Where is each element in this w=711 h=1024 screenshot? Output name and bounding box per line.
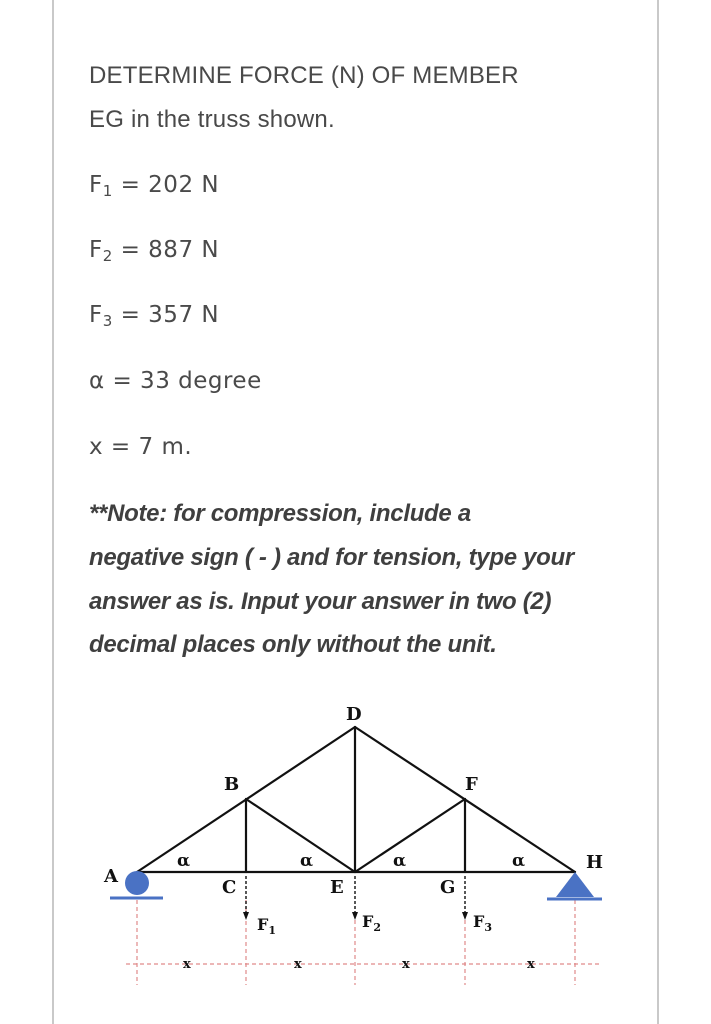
support-a-roller xyxy=(125,871,149,895)
node-label-e: E xyxy=(330,877,344,898)
load-label-f1-name: F xyxy=(257,915,269,934)
truss-diagram xyxy=(100,695,610,985)
node-label-f: F xyxy=(465,774,478,795)
node-label-h: H xyxy=(586,852,604,873)
load-arrows xyxy=(246,876,465,912)
load-label-f3-name: F xyxy=(473,912,485,931)
load-label-f2-sub: 2 xyxy=(373,921,382,934)
truss-members xyxy=(137,727,575,872)
note-line-1: **Note: for compression, include a xyxy=(89,500,471,527)
spacing-label-1: x xyxy=(183,957,191,972)
note-line-3: answer as is. Input your answer in two (2) xyxy=(89,588,552,615)
angle-label-e-left: α xyxy=(300,851,314,871)
question-title-line-2: EG in the truss shown. xyxy=(89,106,335,133)
given-f3-sub: 3 xyxy=(102,312,113,330)
support-h-triangle xyxy=(556,872,594,897)
load-f2-arrowhead xyxy=(352,912,358,920)
given-f1 xyxy=(89,172,219,200)
load-label-f2-name: F xyxy=(362,912,374,931)
load-f1-arrowhead xyxy=(243,912,249,920)
given-f2 xyxy=(89,237,219,265)
node-label-a: A xyxy=(104,866,118,887)
given-f2-sub: 2 xyxy=(102,247,113,265)
given-f2-value: = 887 N xyxy=(120,237,220,263)
given-f1-value: = 202 N xyxy=(120,172,220,198)
load-label-f3 xyxy=(473,912,492,934)
given-alpha: α = 33 degree xyxy=(89,368,262,394)
card-border-right xyxy=(657,0,659,1024)
node-label-d: D xyxy=(346,704,362,725)
load-label-f1 xyxy=(257,915,276,937)
support-h xyxy=(547,872,602,899)
load-f3-arrowhead xyxy=(462,912,468,920)
node-label-b: B xyxy=(224,774,240,795)
card-border-left xyxy=(52,0,54,1024)
node-label-g: G xyxy=(440,877,456,898)
spacing-label-3: x xyxy=(402,957,410,972)
given-f2-name: F xyxy=(89,237,103,263)
load-label-f3-sub: 3 xyxy=(484,921,493,934)
spacing-label-4: x xyxy=(527,957,535,972)
given-f3 xyxy=(89,302,219,330)
question-title-line-1: DETERMINE FORCE (N) OF MEMBER xyxy=(89,62,519,89)
load-arrowheads xyxy=(243,912,468,920)
load-label-f1-sub: 1 xyxy=(268,924,277,937)
given-f3-value: = 357 N xyxy=(120,302,220,328)
note-line-4: decimal places only without the unit. xyxy=(89,631,497,658)
given-x: x = 7 m. xyxy=(89,434,193,460)
member-fe xyxy=(355,799,465,872)
note-line-2: negative sign ( - ) and for tension, type your xyxy=(89,544,574,571)
angle-label-e-right: α xyxy=(393,851,407,871)
spacing-label-2: x xyxy=(294,957,302,972)
given-f1-sub: 1 xyxy=(102,182,113,200)
node-label-c: C xyxy=(222,877,237,898)
given-f3-name: F xyxy=(89,302,103,328)
load-label-f2 xyxy=(362,912,381,934)
angle-label-h: α xyxy=(512,851,526,871)
given-f1-name: F xyxy=(89,172,103,198)
angle-label-a: α xyxy=(177,851,191,871)
